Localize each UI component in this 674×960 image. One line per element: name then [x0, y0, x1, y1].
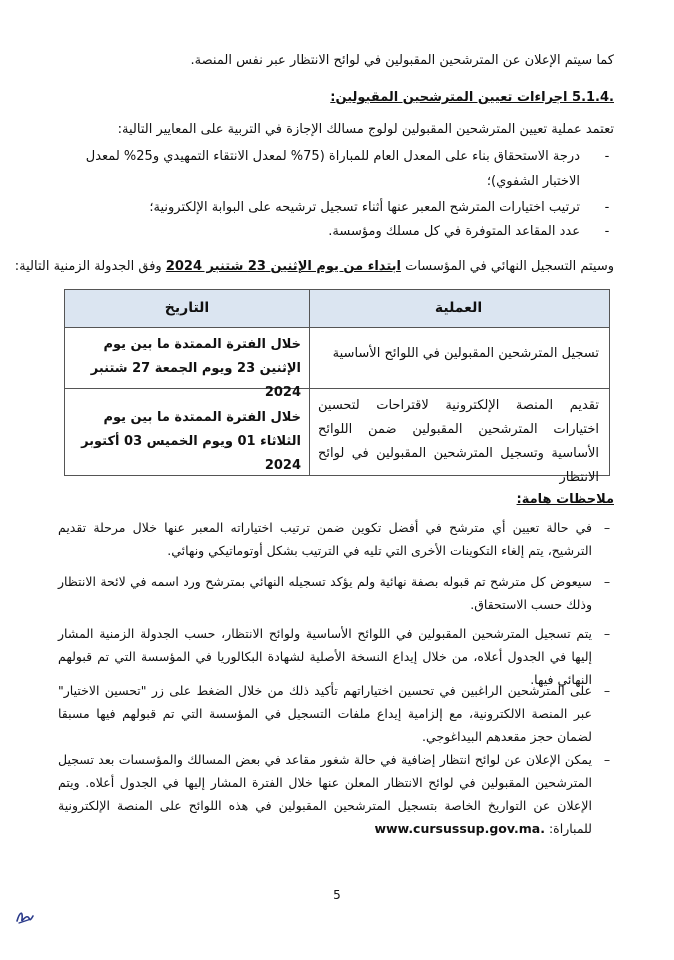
platform-link[interactable]: www.cursussup.gov.ma. — [374, 821, 545, 836]
note-text: في حالة تعيين أي مترشح في أفضل تكوين ضمن ترتيب اختياراته المعبر عنها خلال مرحلة تقديم الترشيح، يتم إلغاء التكوينات الأخرى التي تليه في الترتيب بشكل أوتوماتيكي ونهائي. — [58, 520, 592, 558]
bullet-dash: - — [604, 224, 610, 239]
bullet-dash: – — [603, 520, 611, 535]
schedule-intro-after: وفق الجدولة الزمنية التالية: — [14, 259, 166, 274]
schedule-table — [64, 289, 610, 485]
criteria-item — [60, 219, 614, 244]
criteria-item-text: عدد المقاعد المتوفرة في كل مسلك ومؤسسة. — [328, 224, 580, 239]
bullet-dash: - — [604, 200, 610, 215]
criteria-item-text: درجة الاستحقاق بناء على المعدل العام للمباراة (75% لمعدل الانتقاء التمهيدي و25% لمعدل الاختبار الشفوي)؛ — [85, 149, 580, 189]
schedule-intro — [14, 258, 614, 276]
signature-icon — [14, 907, 36, 927]
note-text: سيعوض كل مترشح تم قبوله بصفة نهائية ولم يؤكد تسجيله النهائي بمترشح ورد اسمه في لائحة الانتظار وذلك حسب الاستحقاق. — [58, 574, 592, 612]
bullet-dash: – — [603, 574, 611, 589]
schedule-intro-emphasis: ابتداء من يوم الإثنين 23 شتنبر 2024 — [165, 259, 401, 274]
note-text: يتم تسجيل المترشحين المقبولين في اللوائح الأساسية ولوائح الانتظار، حسب الجدولة الزمنية المشار إليها في الجدول أعلاه، من خلال إيداع النسخة الأصلية لشهادة البكالوريا في المؤسسة التي تم قبولهم النهائي فيها. — [58, 626, 592, 687]
note-text: على المترشحين الراغبين في تحسين اختياراتهم تأكيد ذلك من خلال الضغط على زر "تحسين الاختيار" عبر المنصة الالكترونية، مع إلزامية إيداع ملفات التسجيل في المؤسسة التي تم قبولهم فيها مسبقا لضمان حجز مقعدهم البيداغوجي. — [58, 683, 592, 744]
criteria-item-text: ترتيب اختيارات المترشح المعبر عنها أثناء تسجيل ترشيحه على البوابة الإلكترونية؛ — [149, 200, 580, 215]
note-item — [58, 748, 614, 840]
note-text-body: يمكن الإعلان عن لوائح انتظار إضافية في حالة شغور مقاعد في بعض المسالك والمؤسسات بعد تسجيل المترشحين المقبولين في لوائح الانتظار المعلن عنها خلال الفترة المشار إليها في الجدول أعلاه. ويتم الإعلان عن التواريخ الخاصة بتسجيل المترشحين المقبولين في هذه اللوائح على المنصة الإلكترونية للمباراة: — [58, 752, 592, 836]
table-header-operation: العملية — [434, 300, 483, 316]
intro-line: كما سيتم الإعلان عن المترشحين المقبولين في لوائح الانتظار عبر نفس المنصة. — [190, 53, 614, 68]
note-item — [58, 516, 614, 562]
criteria-item — [60, 144, 614, 194]
note-item — [58, 679, 614, 748]
table-header-date: التاريخ — [164, 300, 210, 316]
section-heading: .5.1.4 اجراءات تعيين المترشحين المقبولين: — [330, 90, 614, 105]
bullet-dash: – — [603, 626, 611, 641]
table-cell-date: خلال الفترة الممتدة ما بين يوم الإثنين 23 ويوم الجمعة 27 شتنبر 2024 — [90, 337, 301, 400]
criteria-item — [60, 195, 614, 220]
schedule-intro-before: وسيتم التسجيل النهائي في المؤسسات — [400, 259, 614, 274]
note-item — [58, 570, 614, 616]
criteria-intro: تعتمد عملية تعيين المترشحين المقبولين لولوج مسالك الإجازة في التربية على المعايير التالية: — [117, 122, 614, 137]
notes-heading: ملاحظات هامة: — [516, 492, 614, 507]
bullet-dash: - — [604, 149, 610, 164]
signature-mark — [14, 907, 36, 931]
table-cell-operation: تسجيل المترشحين المقبولين في اللوائح الأساسية — [332, 346, 599, 361]
note-text — [58, 748, 614, 840]
table-cell-date: خلال الفترة الممتدة ما بين يوم الثلاثاء 01 ويوم الخميس 03 أكتوبر 2024 — [81, 410, 301, 473]
bullet-dash: – — [603, 683, 611, 698]
bullet-dash: – — [603, 752, 611, 767]
table-cell-operation: تقديم المنصة الإلكترونية لاقتراحات لتحسين اختيارات المترشحين المقبولين ضمن اللوائح الأساسية وتسجيل المترشحين المقبولين في لوائح الانتظار — [318, 398, 599, 485]
page-number: 5 — [333, 888, 341, 902]
